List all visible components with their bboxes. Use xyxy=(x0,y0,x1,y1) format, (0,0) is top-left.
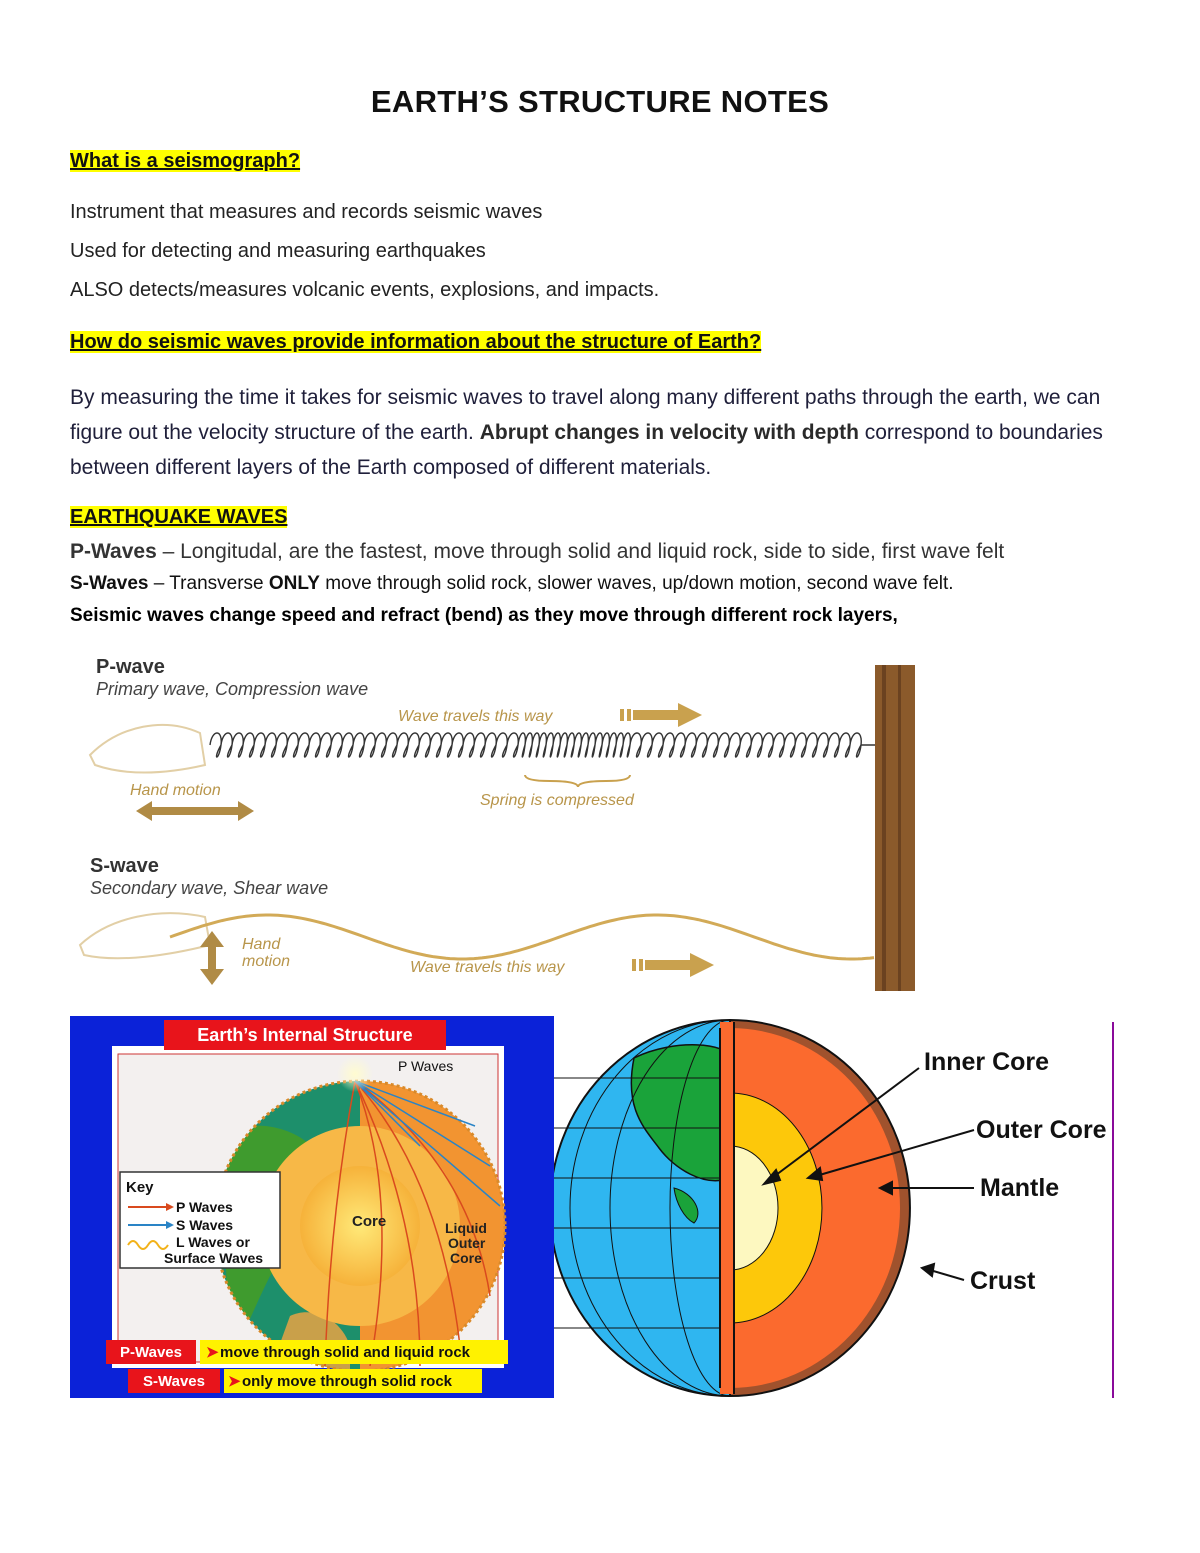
question-seismograph: What is a seismograph? xyxy=(70,150,301,172)
p-wave-travel-label: Wave travels this way xyxy=(398,708,553,725)
key-surface-waves: Surface Waves xyxy=(164,1250,264,1266)
earth-internal-structure-diagram xyxy=(70,1016,554,1398)
horizontal-double-arrow-icon xyxy=(136,801,254,821)
seismograph-line-2: Used for detecting and measuring earthquakes xyxy=(70,240,486,262)
svg-text:➤: ➤ xyxy=(206,1344,219,1361)
p-waves-description: P-Waves – Longitudal, are the fastest, move through solid and liquid rock, side to side, first wave felt xyxy=(70,540,1005,563)
crust-label: Crust xyxy=(970,1267,1036,1295)
spring-coil xyxy=(210,733,875,757)
s-travel-arrow-icon xyxy=(632,953,714,977)
key-title: Key xyxy=(126,1179,154,1196)
earthquake-waves-heading: EARTHQUAKE WAVES xyxy=(70,506,288,528)
s-hand-label-1: Hand xyxy=(242,936,281,953)
s-wave-subtitle: Secondary wave, Shear wave xyxy=(90,878,329,898)
seismic-waves-paragraph: By measuring the time it takes for seismic waves to travel along many different paths through the earth, we can figure out the velocity structure of the earth. Abrupt changes in velocity with depth correspond to boundaries between different layers of the Earth composed of different materials. xyxy=(70,386,1103,479)
s-hand-label-2: motion xyxy=(242,953,291,970)
key-s-waves: S Waves xyxy=(176,1217,234,1233)
outer-core-label-1: Liquid xyxy=(445,1220,487,1236)
outer-core-label: Outer Core xyxy=(976,1116,1107,1144)
internal-structure-title: Earth’s Internal Structure xyxy=(197,1025,413,1045)
page-title: EARTH’S STRUCTURE NOTES xyxy=(370,84,830,119)
p-waves-pointer-label: P Waves xyxy=(398,1058,454,1074)
p-hand-motion-label: Hand motion xyxy=(130,782,221,799)
s-wave-travel-label: Wave travels this way xyxy=(410,959,565,976)
earth-layers-diagram xyxy=(554,1018,1118,1400)
core-label: Core xyxy=(352,1213,387,1230)
compression-brace xyxy=(525,775,630,787)
wall xyxy=(875,665,915,991)
epicenter-icon xyxy=(337,1056,373,1092)
p-s-wave-diagram xyxy=(70,645,920,995)
s-waves-description: S-Waves – Transverse ONLY move through solid rock, slower waves, up/down motion, second wave felt. xyxy=(70,573,954,594)
svg-text:P-Waves: P-Waves xyxy=(120,1344,182,1361)
p-wave-subtitle: Primary wave, Compression wave xyxy=(96,679,369,699)
outer-core-label-3: Core xyxy=(450,1250,482,1266)
svg-text:➤: ➤ xyxy=(228,1373,241,1390)
seismograph-line-1: Instrument that measures and records seismic waves xyxy=(70,201,543,223)
svg-text:S-Waves: S-Waves xyxy=(143,1373,205,1390)
question-seismic-waves: How do seismic waves provide information about the structure of Earth? xyxy=(70,331,762,353)
vertical-double-arrow-icon xyxy=(200,931,224,985)
s-hand-icon xyxy=(80,913,210,958)
key-l-waves: L Waves or xyxy=(176,1234,250,1250)
spring-compressed-label: Spring is compressed xyxy=(480,792,634,809)
mantle-label: Mantle xyxy=(980,1174,1060,1202)
p-waves-desc: move through solid and liquid rock xyxy=(220,1344,471,1361)
p-travel-arrow-icon xyxy=(620,703,702,727)
inner-core-label: Inner Core xyxy=(924,1048,1050,1076)
p-wave-title: P-wave xyxy=(96,656,165,678)
outer-core-label-2: Outer xyxy=(448,1235,486,1251)
refraction-note: Seismic waves change speed and refract (bend) as they move through different rock layers, xyxy=(70,605,898,626)
hand-icon xyxy=(90,725,205,773)
seismograph-line-3: ALSO detects/measures volcanic events, explosions, and impacts. xyxy=(70,279,660,301)
s-waves-desc: only move through solid rock xyxy=(242,1373,453,1390)
s-wave-title: S-wave xyxy=(90,855,159,877)
key-p-waves: P Waves xyxy=(176,1199,233,1215)
